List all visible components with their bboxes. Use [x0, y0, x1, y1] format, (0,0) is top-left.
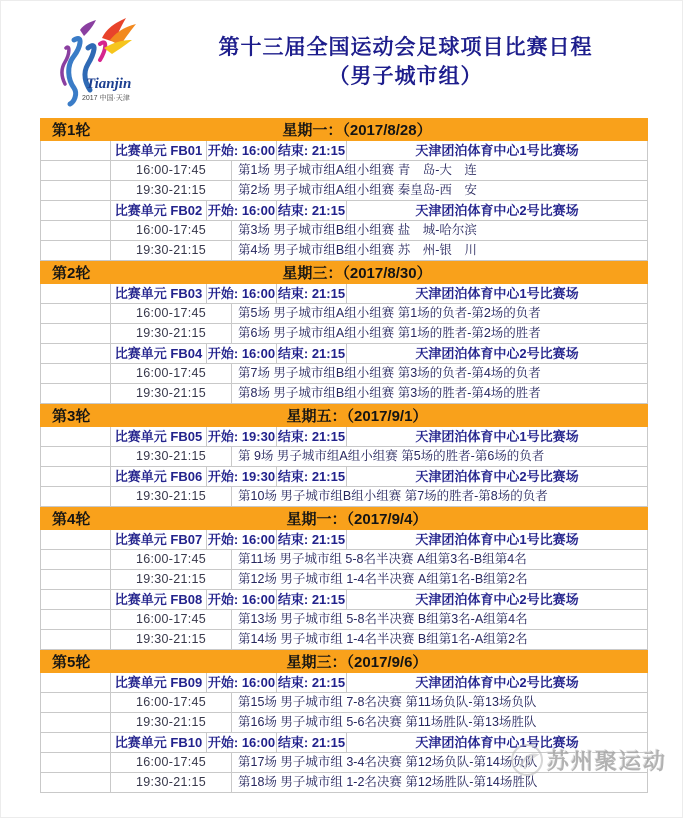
match-description: 第18场 男子城市组 1-2名决赛 第12场胜队-第14场胜队	[238, 775, 538, 789]
unit-blank-cell	[41, 284, 111, 303]
match-time: 19:30-21:15	[111, 181, 232, 200]
match-time: 19:30-21:15	[111, 570, 232, 589]
page-title-line1: 第十三届全国运动会足球项目比赛日程	[218, 36, 593, 59]
match-time: 19:30-21:15	[111, 241, 232, 260]
match-time: 19:30-21:15	[111, 447, 232, 466]
match-row	[40, 447, 648, 467]
match-time: 16:00-17:45	[111, 364, 232, 383]
match-row	[40, 221, 648, 241]
unit-row	[40, 530, 648, 550]
unit-blank-cell	[41, 201, 111, 220]
unit-venue: 天津团泊体育中心1号比赛场	[415, 735, 579, 750]
page-title	[140, 33, 671, 91]
match-description: 第 9场 男子城市组A组小组赛 第5场的胜者-第6场的负者	[238, 449, 545, 463]
match-description: 第11场 男子城市组 5-8名半决赛 A组第3名-B组第4名	[238, 552, 527, 566]
match-description: 第7场 男子城市组B组小组赛 第3场的负者-第4场的负者	[238, 366, 541, 380]
round-date: 星期五：（2017/9/1）	[286, 408, 428, 425]
match-blank-cell	[41, 773, 111, 792]
match-blank-cell	[41, 753, 111, 772]
match-time: 19:30-21:15	[111, 630, 232, 649]
unit-blank-cell	[41, 733, 111, 752]
match-description: 第15场 男子城市组 7-8名决赛 第11场负队-第13场负队	[238, 695, 537, 709]
unit-name: 比赛单元 FB10	[111, 733, 207, 752]
match-row	[40, 181, 648, 201]
match-blank-cell	[41, 713, 111, 732]
round-header-row-1	[40, 118, 648, 141]
match-row	[40, 610, 648, 630]
unit-start: 开始: 16:00	[207, 532, 276, 547]
match-row	[40, 550, 648, 570]
match-row	[40, 384, 648, 404]
unit-venue: 天津团泊体育中心2号比赛场	[415, 346, 579, 361]
match-description: 第14场 男子城市组 1-4名半决赛 B组第1名-A组第2名	[238, 632, 528, 646]
match-description: 第4场 男子城市组B组小组赛 苏 州-银 川	[238, 243, 477, 257]
match-blank-cell	[41, 304, 111, 323]
match-time: 19:30-21:15	[111, 384, 232, 403]
unit-name: 比赛单元 FB06	[111, 467, 207, 486]
match-blank-cell	[41, 550, 111, 569]
unit-blank-cell	[41, 590, 111, 609]
round-label: 第2轮	[52, 265, 91, 282]
unit-row	[40, 467, 648, 487]
match-blank-cell	[41, 570, 111, 589]
match-description: 第13场 男子城市组 5-8名半决赛 B组第3名-A组第4名	[238, 612, 528, 626]
unit-venue: 天津团泊体育中心2号比赛场	[415, 592, 579, 607]
match-description: 第17场 男子城市组 3-4名决赛 第12场负队-第14场负队	[238, 755, 538, 769]
unit-end: 结束: 21:15	[277, 675, 346, 690]
watermark-logo-icon	[509, 742, 545, 778]
unit-blank-cell	[41, 467, 111, 486]
match-blank-cell	[41, 447, 111, 466]
match-description: 第3场 男子城市组B组小组赛 盐 城-哈尔滨	[238, 223, 477, 237]
unit-start: 开始: 16:00	[207, 592, 276, 607]
match-description: 第6场 男子城市组A组小组赛 第1场的胜者-第2场的胜者	[238, 326, 541, 340]
unit-name: 比赛单元 FB08	[111, 590, 207, 609]
unit-name: 比赛单元 FB09	[111, 673, 207, 692]
match-description: 第10场 男子城市组B组小组赛 第7场的胜者-第8场的负者	[238, 489, 548, 503]
match-row	[40, 161, 648, 181]
unit-row	[40, 427, 648, 447]
unit-start: 开始: 19:30	[207, 429, 276, 444]
unit-start: 开始: 16:00	[207, 346, 276, 361]
unit-row	[40, 141, 648, 161]
round-date: 星期一：（2017/9/4）	[286, 511, 428, 528]
match-time: 16:00-17:45	[111, 610, 232, 629]
unit-end: 结束: 21:15	[277, 203, 346, 218]
unit-start: 开始: 16:00	[207, 286, 276, 301]
match-time: 19:30-21:15	[111, 324, 232, 343]
match-blank-cell	[41, 364, 111, 383]
match-row	[40, 241, 648, 261]
unit-row	[40, 344, 648, 364]
match-row	[40, 304, 648, 324]
unit-name: 比赛单元 FB02	[111, 201, 207, 220]
match-blank-cell	[41, 241, 111, 260]
round-label: 第5轮	[52, 654, 91, 671]
match-description: 第5场 男子城市组A组小组赛 第1场的负者-第2场的负者	[238, 306, 541, 320]
match-time: 19:30-21:15	[111, 773, 232, 792]
match-row	[40, 487, 648, 507]
match-time: 16:00-17:45	[111, 550, 232, 569]
round-header-row-2	[40, 261, 648, 284]
unit-end: 结束: 21:15	[277, 143, 346, 158]
round-label: 第4轮	[52, 511, 91, 528]
unit-start: 开始: 16:00	[207, 675, 276, 690]
unit-end: 结束: 21:15	[277, 532, 346, 547]
match-description: 第16场 男子城市组 5-6名决赛 第11场胜队-第13场胜队	[238, 715, 537, 729]
match-blank-cell	[41, 610, 111, 629]
match-blank-cell	[41, 181, 111, 200]
unit-name: 比赛单元 FB03	[111, 284, 207, 303]
match-time: 16:00-17:45	[111, 304, 232, 323]
match-blank-cell	[41, 630, 111, 649]
match-blank-cell	[41, 324, 111, 343]
logo-script-label: Tianjin	[86, 76, 132, 92]
unit-row	[40, 590, 648, 610]
unit-start: 开始: 16:00	[207, 143, 276, 158]
unit-venue: 天津团泊体育中心1号比赛场	[415, 429, 579, 444]
match-description: 第2场 男子城市组A组小组赛 秦皇岛-西 安	[238, 183, 477, 197]
logo-sub-label: 2017 中国·天津	[82, 95, 130, 102]
match-row	[40, 570, 648, 590]
unit-row	[40, 284, 648, 304]
match-blank-cell	[41, 487, 111, 506]
match-row	[40, 713, 648, 733]
unit-venue: 天津团泊体育中心1号比赛场	[415, 143, 579, 158]
round-label: 第1轮	[52, 122, 91, 139]
unit-venue: 天津团泊体育中心2号比赛场	[415, 675, 579, 690]
unit-blank-cell	[41, 344, 111, 363]
round-date: 星期三：（2017/8/30）	[282, 265, 432, 282]
match-row	[40, 364, 648, 384]
round-header-row-3	[40, 404, 648, 427]
round-label: 第3轮	[52, 408, 91, 425]
watermark	[509, 742, 667, 778]
unit-end: 结束: 21:15	[277, 286, 346, 301]
match-description: 第1场 男子城市组A组小组赛 青 岛-大 连	[238, 163, 477, 177]
unit-name: 比赛单元 FB07	[111, 530, 207, 549]
match-row	[40, 324, 648, 344]
watermark-text: 苏州聚运动	[546, 748, 667, 774]
unit-venue: 天津团泊体育中心2号比赛场	[415, 469, 579, 484]
unit-start: 开始: 16:00	[207, 735, 276, 750]
unit-row	[40, 673, 648, 693]
match-time: 16:00-17:45	[111, 221, 232, 240]
unit-end: 结束: 21:15	[277, 592, 346, 607]
unit-blank-cell	[41, 141, 111, 160]
unit-end: 结束: 21:15	[277, 346, 346, 361]
match-time: 16:00-17:45	[111, 753, 232, 772]
unit-blank-cell	[41, 673, 111, 692]
match-time: 16:00-17:45	[111, 693, 232, 712]
match-row	[40, 693, 648, 713]
round-date: 星期三：（2017/9/6）	[286, 654, 428, 671]
unit-row	[40, 201, 648, 221]
unit-blank-cell	[41, 530, 111, 549]
page-title-line2: （男子城市组）	[328, 65, 483, 88]
unit-start: 开始: 19:30	[207, 469, 276, 484]
unit-venue: 天津团泊体育中心1号比赛场	[415, 532, 579, 547]
schedule-table	[40, 118, 648, 793]
round-date: 星期一：（2017/8/28）	[282, 122, 432, 139]
unit-end: 结束: 21:15	[277, 429, 346, 444]
match-blank-cell	[41, 384, 111, 403]
unit-end: 结束: 21:15	[277, 469, 346, 484]
unit-venue: 天津团泊体育中心2号比赛场	[415, 203, 579, 218]
match-description: 第12场 男子城市组 1-4名半决赛 A组第1名-B组第2名	[238, 572, 528, 586]
round-header-row-5	[40, 650, 648, 673]
match-row	[40, 630, 648, 650]
match-time: 19:30-21:15	[111, 487, 232, 506]
unit-end: 结束: 21:15	[277, 735, 346, 750]
unit-name: 比赛单元 FB01	[111, 141, 207, 160]
unit-name: 比赛单元 FB05	[111, 427, 207, 446]
round-header-row-4	[40, 507, 648, 530]
match-time: 19:30-21:15	[111, 713, 232, 732]
unit-venue: 天津团泊体育中心1号比赛场	[415, 286, 579, 301]
match-blank-cell	[41, 693, 111, 712]
match-time: 16:00-17:45	[111, 161, 232, 180]
unit-blank-cell	[41, 427, 111, 446]
match-blank-cell	[41, 161, 111, 180]
match-description: 第8场 男子城市组B组小组赛 第3场的胜者-第4场的胜者	[238, 386, 541, 400]
match-blank-cell	[41, 221, 111, 240]
unit-start: 开始: 16:00	[207, 203, 276, 218]
unit-name: 比赛单元 FB04	[111, 344, 207, 363]
